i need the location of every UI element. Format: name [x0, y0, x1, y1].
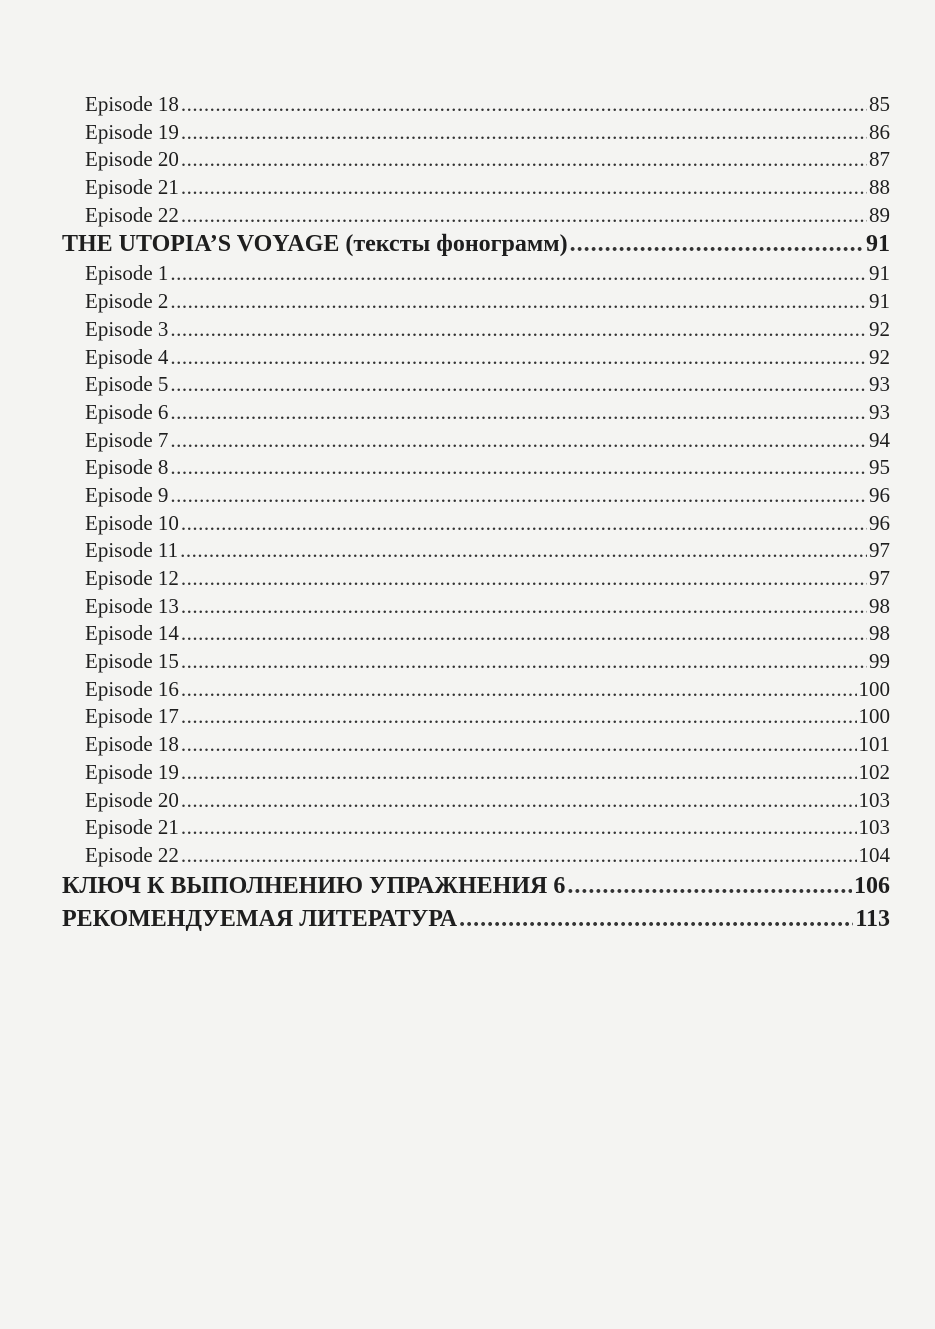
toc-page-number: 106: [854, 872, 890, 899]
toc-page-number: 93: [869, 399, 890, 424]
dot-leader: [170, 399, 867, 427]
dot-leader: [181, 842, 857, 870]
toc-entry: [62, 648, 890, 676]
dot-leader: [181, 174, 867, 202]
toc-entry: [62, 593, 890, 621]
dot-leader: [181, 676, 857, 704]
toc-entry-label: [62, 870, 565, 903]
toc-entry: [62, 787, 890, 815]
toc-entry-title: Episode 10: [85, 510, 179, 535]
dot-leader: [180, 537, 867, 565]
toc-entry-label: [62, 288, 168, 316]
toc-page-number: 91: [869, 261, 890, 286]
toc-entry: [62, 620, 890, 648]
dot-leader: [567, 870, 852, 903]
toc-entry: [62, 399, 890, 427]
dot-leader: [570, 229, 864, 260]
toc-entry: [62, 759, 890, 787]
toc-page-number: 87: [869, 147, 890, 172]
toc-entry-label: [62, 91, 179, 119]
dot-leader: [170, 454, 867, 482]
toc-entry-label: [62, 229, 568, 260]
toc-entry-label: [62, 510, 179, 538]
toc-entry-title: Episode 11: [85, 538, 179, 563]
dot-leader: [181, 759, 857, 787]
toc-entry: [62, 731, 890, 759]
toc-page-number: 98: [869, 593, 890, 618]
toc-entry: [62, 454, 890, 482]
toc-page-number: 85: [869, 92, 890, 116]
toc-entry-label: [62, 842, 179, 870]
toc-entry-label: [62, 676, 179, 704]
toc-page-number: 102: [858, 759, 890, 784]
toc-entry-title: РЕКОМЕНДУЕМАЯ ЛИТЕРАТУРА: [62, 905, 458, 932]
toc-entry: [62, 676, 890, 704]
toc-entry-label: [62, 565, 179, 593]
dot-leader: [459, 903, 853, 936]
toc-page-number: 100: [858, 704, 890, 729]
toc-page-number: 91: [869, 289, 890, 314]
toc-page-number: 101: [858, 732, 890, 757]
toc-page-number: 100: [858, 676, 890, 701]
toc-entry: [62, 260, 890, 288]
toc-entry-label: [62, 593, 179, 621]
toc-entry-title: Episode 7: [85, 427, 169, 452]
toc-page-number: 96: [869, 510, 890, 535]
toc-entry-title: Episode 12: [85, 566, 179, 590]
toc-entry-title: Episode 2: [85, 289, 169, 314]
toc-entry-title: Episode 18: [85, 92, 179, 116]
toc-page-number: 88: [869, 175, 890, 200]
dot-leader: [170, 482, 867, 510]
toc-page-number: 91: [866, 231, 890, 258]
dot-leader: [181, 146, 867, 174]
toc-page-number: 103: [858, 787, 890, 812]
dot-leader: [170, 260, 867, 288]
toc-entry: [62, 427, 890, 455]
toc-entry-title: Episode 17: [85, 704, 179, 729]
dot-leader: [181, 814, 857, 842]
dot-leader: [170, 288, 867, 316]
toc-page-number: 93: [869, 372, 890, 397]
toc-entry-title: Episode 22: [85, 202, 179, 227]
toc-entry-label: [62, 316, 168, 344]
toc-page-number: 96: [869, 482, 890, 507]
toc-entry: [62, 344, 890, 372]
toc-section-heading: [62, 903, 890, 936]
dot-leader: [170, 371, 867, 399]
toc-entry-title: Episode 8: [85, 455, 169, 480]
toc-entry-title: Episode 19: [85, 119, 179, 144]
dot-leader: [170, 344, 867, 372]
toc-entry: [62, 119, 890, 147]
toc-entry-label: [62, 454, 168, 482]
toc-entry-label: [62, 260, 168, 288]
toc-page-number: 104: [858, 842, 890, 867]
toc-page-number: 92: [869, 316, 890, 341]
toc-entry-title: Episode 18: [85, 732, 179, 757]
toc-entry-label: [62, 399, 168, 427]
toc-entry-title: Episode 13: [85, 593, 179, 618]
toc-entry: [62, 316, 890, 344]
toc-entry: [62, 288, 890, 316]
toc-entry-label: [62, 703, 179, 731]
dot-leader: [181, 91, 867, 119]
toc-page-number: 103: [858, 815, 890, 840]
dot-leader: [181, 703, 857, 731]
toc-entry-title: Episode 21: [85, 815, 179, 840]
toc-entry: [62, 146, 890, 174]
toc-entry-title: Episode 3: [85, 316, 169, 341]
toc-entry-label: [62, 814, 179, 842]
toc-page-number: 95: [869, 455, 890, 480]
toc-entry-title: Episode 19: [85, 759, 179, 784]
toc-section-heading: [62, 229, 890, 260]
toc-entry-title: Episode 9: [85, 482, 169, 507]
dot-leader: [181, 593, 867, 621]
toc-entry-title: Episode 5: [85, 372, 169, 397]
toc-entry: [62, 510, 890, 538]
toc-entry: [62, 91, 890, 119]
toc-entry-title: Episode 21: [85, 175, 179, 200]
toc-entry-label: [62, 371, 168, 399]
toc-entry-label: [62, 759, 179, 787]
toc-entry-label: [62, 731, 179, 759]
toc-entry: [62, 842, 890, 870]
toc-entry-title: КЛЮЧ К ВЫПОЛНЕНИЮ УПРАЖНЕНИЯ 6: [62, 872, 566, 899]
toc-page-number: 99: [869, 649, 890, 674]
toc-entry: [62, 537, 890, 565]
toc-entry-title: Episode 22: [85, 842, 179, 867]
toc-entry-label: [62, 903, 457, 936]
toc-page-number: 113: [855, 905, 890, 932]
toc-entry: [62, 371, 890, 399]
dot-leader: [181, 731, 857, 759]
toc-page-number: 86: [869, 119, 890, 144]
toc-entry-title: Episode 20: [85, 787, 179, 812]
dot-leader: [181, 620, 867, 648]
dot-leader: [181, 202, 867, 230]
dot-leader: [181, 648, 867, 676]
table-of-contents: [62, 91, 890, 936]
toc-entry-title: Episode 16: [85, 676, 179, 701]
toc-entry: [62, 482, 890, 510]
toc-entry-label: [62, 119, 179, 147]
toc-entry-title: Episode 15: [85, 649, 179, 674]
toc-entry-subtitle: (тексты фонограмм): [339, 231, 568, 258]
toc-entry: [62, 174, 890, 202]
toc-entry: [62, 565, 890, 593]
toc-entry-title: Episode 4: [85, 344, 169, 369]
toc-entry-label: [62, 344, 168, 372]
toc-entry-label: [62, 174, 179, 202]
toc-entry-label: [62, 146, 179, 174]
toc-page-number: 94: [869, 427, 890, 452]
dot-leader: [181, 565, 867, 593]
toc-entry: [62, 814, 890, 842]
toc-page-number: 89: [869, 202, 890, 227]
dot-leader: [170, 316, 867, 344]
dot-leader: [181, 119, 867, 147]
toc-entry-label: [62, 537, 178, 565]
dot-leader: [170, 427, 867, 455]
toc-entry-title: Episode 14: [85, 621, 179, 646]
toc-entry-label: [62, 648, 179, 676]
toc-entry-label: [62, 620, 179, 648]
toc-entry-label: [62, 787, 179, 815]
toc-entry-title: Episode 20: [85, 147, 179, 172]
toc-entry-label: [62, 427, 168, 455]
toc-page-number: 92: [869, 344, 890, 369]
toc-section-heading: [62, 870, 890, 903]
toc-entry-title: Episode 6: [85, 399, 169, 424]
dot-leader: [181, 787, 857, 815]
dot-leader: [181, 510, 867, 538]
toc-page-number: 97: [869, 566, 890, 590]
toc-page-number: 98: [869, 621, 890, 646]
toc-page-number: 97: [869, 538, 890, 563]
toc-entry: [62, 202, 890, 230]
toc-entry: [62, 703, 890, 731]
toc-entry-label: [62, 482, 168, 510]
toc-entry-title: THE UTOPIA’S VOYAGE: [62, 231, 340, 258]
toc-entry-label: [62, 202, 179, 230]
toc-entry-title: Episode 1: [85, 261, 169, 286]
